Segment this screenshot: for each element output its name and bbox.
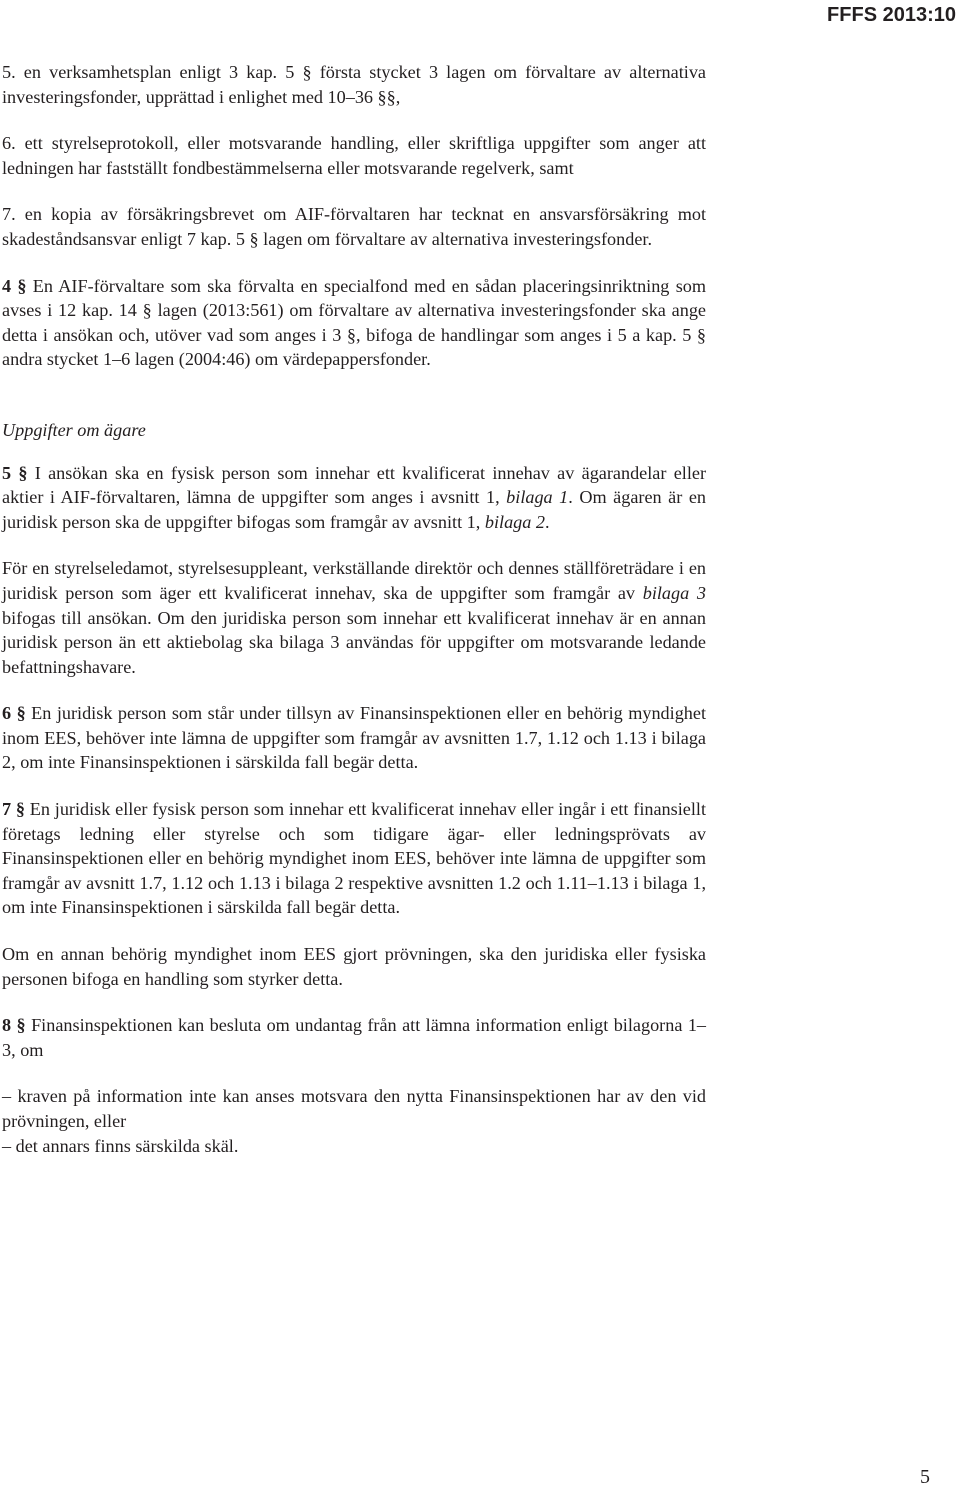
appendix-ref: bilaga 1 xyxy=(506,487,569,508)
section-text: bifogas till ansökan. Om den juridiska person som innehar ett kvalificerat innehav är en annan juridisk person än ett aktiebolag ska bilaga 3 användas för uppgifter om motsvarande ledande befattningshavare. xyxy=(2,607,706,677)
section-6 xyxy=(2,701,706,775)
section-7 xyxy=(2,797,706,920)
appendix-ref: bilaga 3 xyxy=(642,582,707,603)
appendix-ref: bilaga 2 xyxy=(484,511,545,532)
section-number: 7 § xyxy=(2,799,25,820)
section-text: En juridisk person som står under tillsyn av Finansinspektionen eller en behörig myndighet inom EES, behöver inte lämna de uppgifter som framgår av avsnitten 1.7, 1.12 och 1.13 i bilaga 2, om inte Finansinspektionen i särskilda fall begär detta. xyxy=(2,703,707,773)
section-text: . xyxy=(545,511,550,532)
section-text: För en styrelseledamot, styrelsesuppleant, verkställande direktör och dennes ställföreträdare i en juridisk person som äger ett kvalificerat innehav, ska de uppgifter som framgår av xyxy=(2,558,706,603)
section-8 xyxy=(2,1013,706,1062)
section-4 xyxy=(2,274,706,372)
section-7-paragraph-2: Om en annan behörig myndighet inom EES gjort prövningen, ska den juridiska eller fysiska personen bifoga en handling som styrker detta. xyxy=(2,944,706,989)
section-5 xyxy=(2,461,706,535)
section-text: I ansökan ska en fysisk person som innehar ett kvalificerat innehav av ägarandelar eller aktier i AIF-förvaltaren, lämna de uppgifter som anges i avsnitt 1, xyxy=(2,462,707,508)
dash-item: – det annars finns särskilda skäl. xyxy=(2,1135,239,1156)
dash-item: – kraven på information inte kan anses motsvara den nytta Finansinspektionen har av den vid prövningen, eller xyxy=(2,1086,706,1131)
section-text: . Om ägaren är en juridisk person ska de uppgifter bifogas som framgår av avsnitt 1, xyxy=(2,487,706,532)
section-number: 5 § xyxy=(2,462,28,483)
document-header: FFFS 2013:10 xyxy=(827,4,956,26)
section-text: En AIF-förvaltare som ska förvalta en specialfond med en sådan placeringsinriktning som avses i 12 kap. 14 § lagen (2013:561) om förvaltare av alternativa investeringsfonder ska ange detta i ansökan och, utöver vad som anges i 3 §, bifoga de handlingar som anges i 5 a kap. 5 § andra stycket 1–6 lagen (2004:46) om värdepappersfonder. xyxy=(2,275,707,370)
section-number: 8 § xyxy=(2,1015,26,1036)
section-text: Finansinspektionen kan besluta om undantag från att lämna information enligt bilagorna 1–3, om xyxy=(2,1015,707,1060)
section-5-paragraph-2 xyxy=(2,556,706,679)
list-item-6: 6. ett styrelseprotokoll, eller motsvarande handling, eller skriftliga uppgifter som anger att ledningen har fastställt fondbestämmelserna eller motsvarande regelverk, samt xyxy=(2,133,706,178)
section-heading: Uppgifter om ägare xyxy=(2,419,146,440)
section-text: En juridisk eller fysisk person som innehar ett kvalificerat innehav eller ingår i ett finansiellt företags ledning eller styrelse och som tidigare ägar- eller ledningsprövats av Finansinspektionen eller en behörig myndighet inom EES, behöver inte lämna de uppgifter som framgår av avsnitt 1.7, 1.12 och 1.13 i bilaga 2 respektive avsnitten 1.2 och 1.11–1.13 i bilaga 1, om inte Finansinspektionen i särskilda fall begär detta. xyxy=(2,799,707,918)
list-item-5: 5. en verksamhetsplan enligt 3 kap. 5 § första stycket 3 lagen om förvaltare av alternativa investeringsfonder, upprättad i enlighet med 10–36 §§, xyxy=(2,62,706,107)
page-number: 5 xyxy=(920,1466,930,1488)
list-item-7: 7. en kopia av försäkringsbrevet om AIF-förvaltaren har tecknat en ansvarsförsäkring mot skadeståndsansvar enligt 7 kap. 5 § lagen om förvaltare av alternativa investeringsfonder. xyxy=(2,204,706,249)
document-body xyxy=(2,60,706,1158)
section-number: 6 § xyxy=(2,703,26,724)
section-number: 4 § xyxy=(2,275,27,296)
